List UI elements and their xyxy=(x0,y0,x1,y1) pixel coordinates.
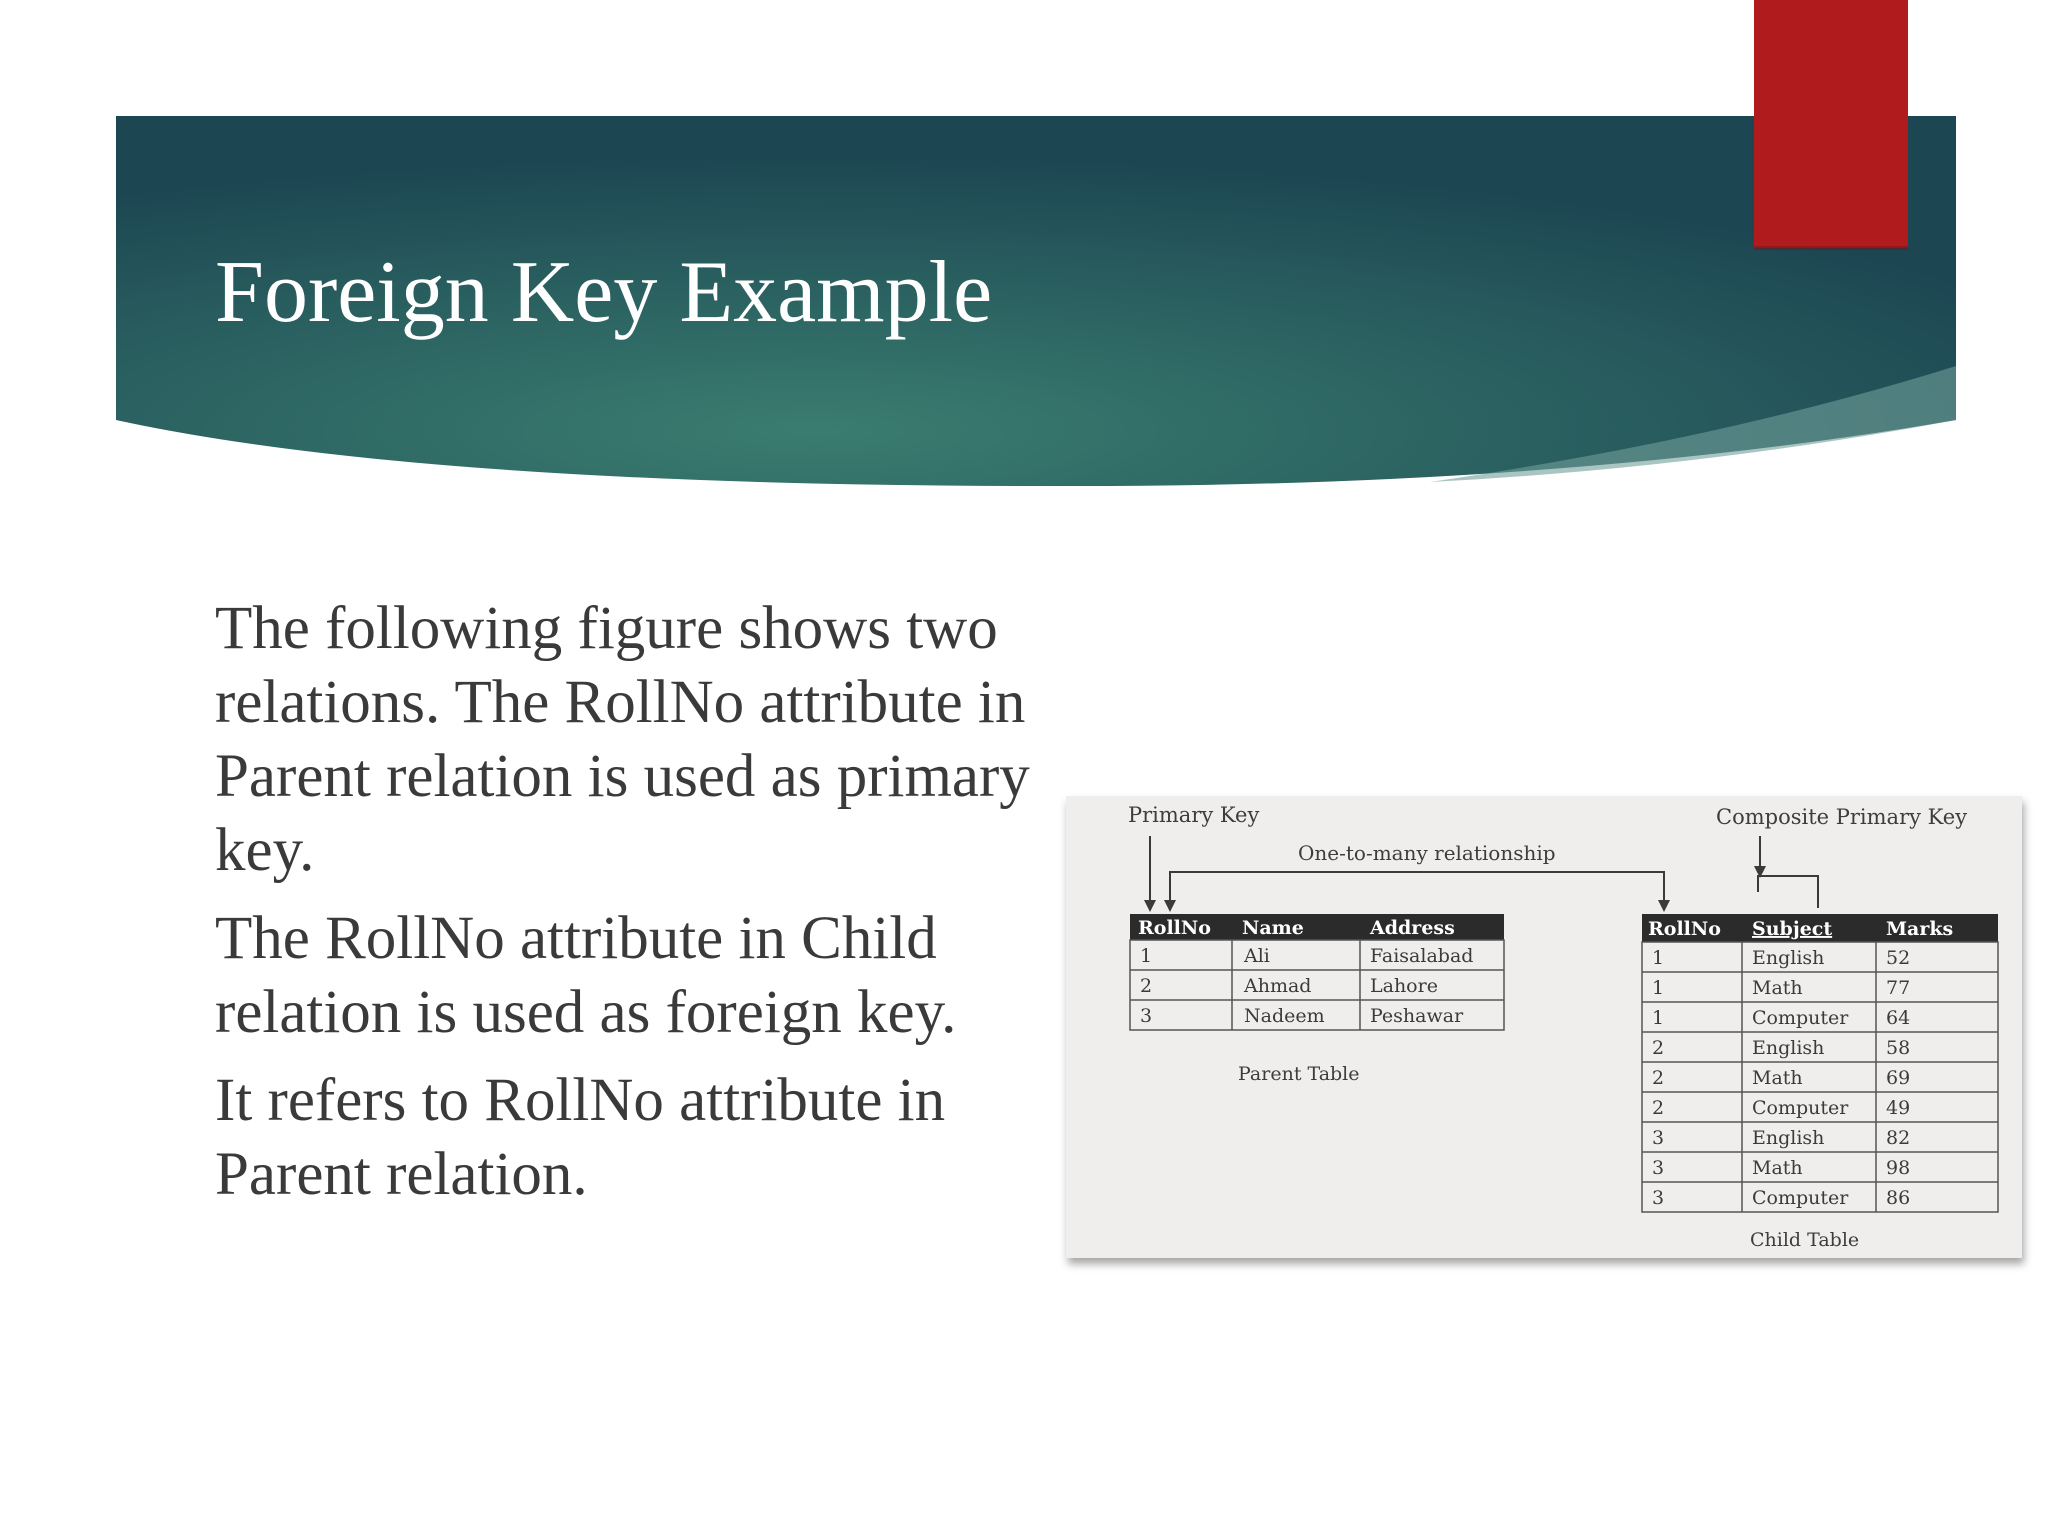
parent-cell: Ali xyxy=(1244,945,1270,967)
child-table-caption: Child Table xyxy=(1750,1229,1860,1251)
parent-cell: 1 xyxy=(1140,945,1153,967)
accent-red-bar xyxy=(1754,0,1908,248)
child-table xyxy=(1642,914,1998,1251)
child-cell: 86 xyxy=(1886,1187,1911,1209)
child-header-rollno: RollNo xyxy=(1648,918,1721,940)
child-cell: 1 xyxy=(1652,947,1665,969)
child-cell: Computer xyxy=(1752,1187,1849,1209)
primary-key-label: Primary Key xyxy=(1128,803,1260,827)
child-cell: 3 xyxy=(1652,1157,1665,1179)
child-cell: 77 xyxy=(1886,977,1911,999)
body-text xyxy=(215,592,1075,1226)
child-cell: 58 xyxy=(1886,1037,1911,1059)
parent-cell: Nadeem xyxy=(1244,1005,1325,1027)
relationship-label: One-to-many relationship xyxy=(1298,841,1556,865)
child-cell: 2 xyxy=(1652,1067,1665,1089)
parent-header-address: Address xyxy=(1370,917,1455,939)
composite-primary-key-label: Composite Primary Key xyxy=(1716,805,1968,829)
parent-cell: Faisalabad xyxy=(1370,945,1474,967)
paragraph: It refers to RollNo attribute in Parent relation. xyxy=(215,1067,946,1208)
relations-figure xyxy=(1066,796,2022,1258)
parent-cell: 3 xyxy=(1140,1005,1153,1027)
child-cell: English xyxy=(1752,947,1825,969)
child-cell: 82 xyxy=(1886,1127,1911,1149)
slide-title: Foreign Key Example xyxy=(215,244,993,341)
child-cell: 1 xyxy=(1652,1007,1665,1029)
child-cell: 69 xyxy=(1886,1067,1911,1089)
accent-red-bar-shadow xyxy=(1754,246,1908,250)
child-header-marks: Marks xyxy=(1886,918,1954,940)
parent-cell: Ahmad xyxy=(1244,975,1312,997)
child-cell: 64 xyxy=(1886,1007,1911,1029)
paragraph: The RollNo attribute in Child relation is used as foreign key. xyxy=(215,905,957,1046)
child-cell: Computer xyxy=(1752,1007,1849,1029)
relations-diagram xyxy=(1066,796,2022,1258)
child-cell: 52 xyxy=(1886,947,1911,969)
child-header-subject: Subject xyxy=(1752,918,1833,940)
child-cell: English xyxy=(1752,1037,1825,1059)
paragraph: The following figure shows two relations. The RollNo attribute in Parent relation is used as primary key. xyxy=(215,595,1030,884)
child-cell: 3 xyxy=(1652,1187,1665,1209)
parent-header-rollno: RollNo xyxy=(1138,917,1211,939)
child-cell: 2 xyxy=(1652,1097,1665,1119)
child-cell: 3 xyxy=(1652,1127,1665,1149)
child-cell: 1 xyxy=(1652,977,1665,999)
child-cell: Math xyxy=(1752,1067,1803,1089)
parent-table-caption: Parent Table xyxy=(1238,1063,1360,1085)
child-cell: 98 xyxy=(1886,1157,1911,1179)
child-cell: Computer xyxy=(1752,1097,1849,1119)
parent-cell: 2 xyxy=(1140,975,1153,997)
parent-cell: Peshawar xyxy=(1370,1005,1464,1027)
child-cell: Math xyxy=(1752,1157,1803,1179)
parent-header-name: Name xyxy=(1242,917,1304,939)
child-cell: English xyxy=(1752,1127,1825,1149)
parent-table xyxy=(1130,914,1504,1085)
child-cell: 2 xyxy=(1652,1037,1665,1059)
child-cell: 49 xyxy=(1886,1097,1911,1119)
child-cell: Math xyxy=(1752,977,1803,999)
parent-cell: Lahore xyxy=(1370,975,1438,997)
